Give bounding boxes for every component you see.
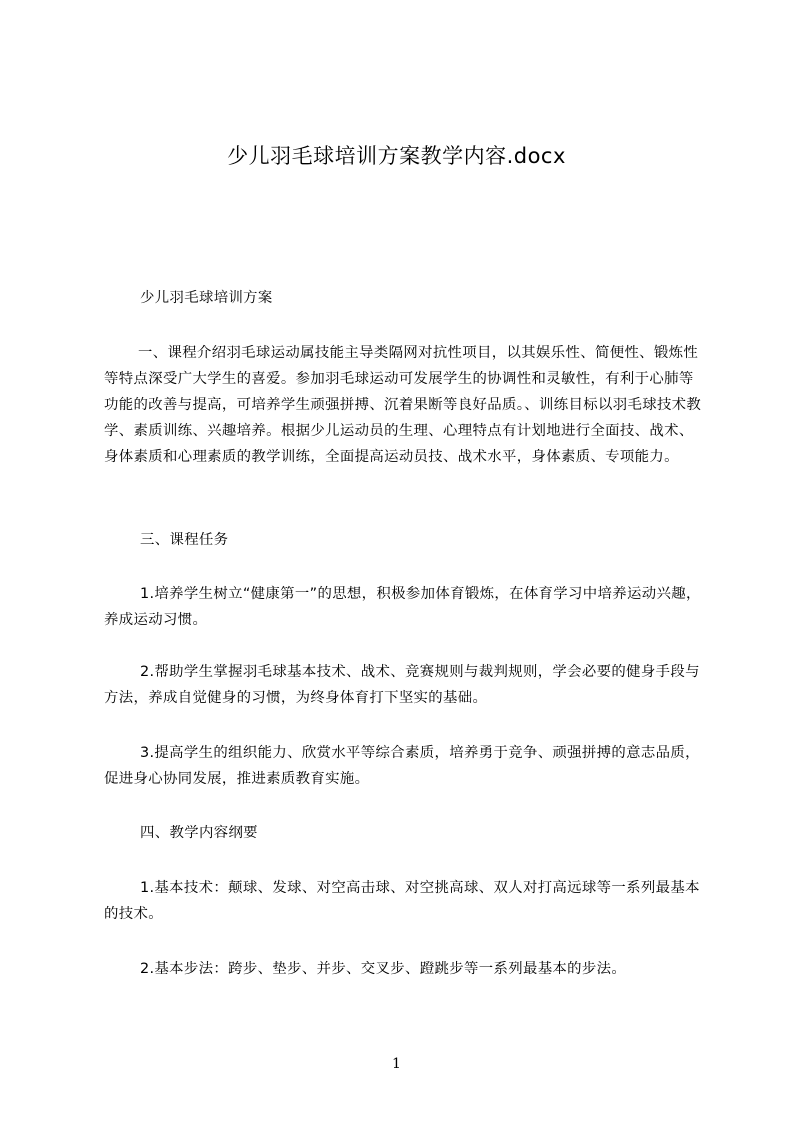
- page-number: 1: [392, 1056, 401, 1072]
- section-heading: 少儿羽毛球培训方案: [140, 290, 273, 306]
- list-item-task-3: 3.提高学生的组织能力、欣赏水平等综合素质，培养勇于竞争、顽强拼搏的意志品质，促进身心协同发展，推进素质教育实施。: [104, 745, 700, 787]
- section-heading-outline: 四、教学内容纲要: [140, 825, 258, 841]
- paragraph-course-intro: 一、课程介绍羽毛球运动属技能主导类隔网对抗性项目，以其娱乐性、简便性、锻炼性等特点深受广大学生的喜爱。参加羽毛球运动可发展学生的协调性和灵敏性，有利于心肺等功能的改善与提高，可培养学生顽强拼搏、沉着果断等良好品质。、训练目标以羽毛球技术教学、素质训练、兴趣培养。根据少儿运动员的生理、心理特点有计划地进行全面技、战术、身体素质和心理素质的教学训练，全面提高运动员技、战术水平，身体素质、专项能力。: [104, 345, 702, 465]
- document-title: 少儿羽毛球培训方案教学内容.docx: [227, 144, 566, 168]
- list-item-task-2: 2.帮助学生掌握羽毛球基本技术、战术、竞赛规则与裁判规则，学会必要的健身手段与方法，养成自觉健身的习惯，为终身体育打下坚实的基础。: [104, 664, 700, 706]
- section-heading-tasks: 三、课程任务: [140, 532, 229, 548]
- list-item-outline-1: 1.基本技术：颠球、发球、对空高击球、对空挑高球、双人对打高远球等一系列最基本的技术。: [104, 880, 700, 922]
- list-item-outline-2: 2.基本步法：跨步、垫步、并步、交叉步、蹬跳步等一系列最基本的步法。: [140, 961, 627, 977]
- list-item-task-1: 1.培养学生树立“健康第一”的思想，积极参加体育锻炼，在体育学习中培养运动兴趣，养成运动习惯。: [104, 586, 701, 628]
